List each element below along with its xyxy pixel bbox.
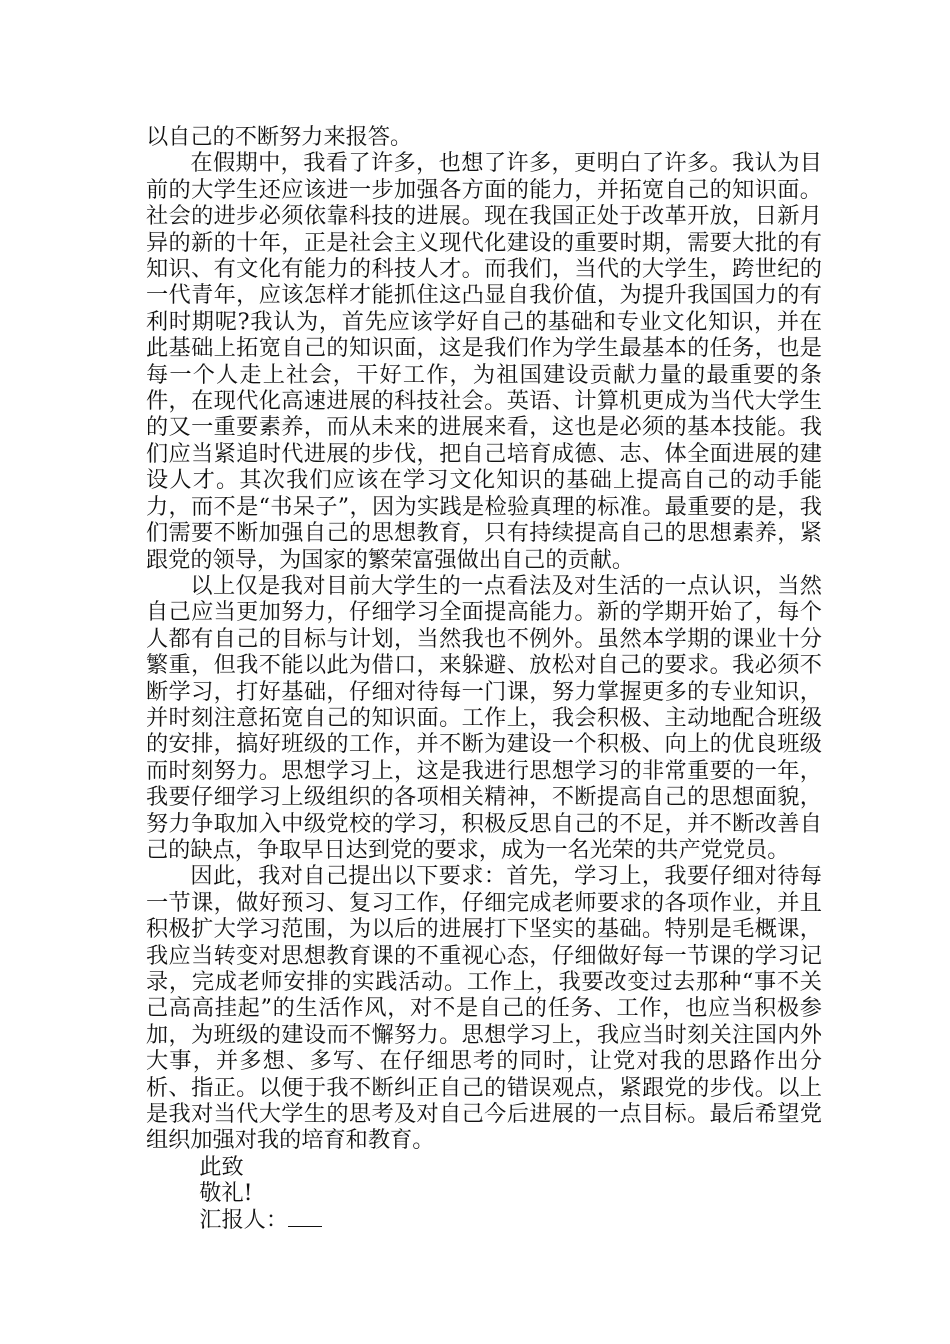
reporter-line <box>146 1207 822 1233</box>
closing-regards: 敬礼! <box>199 1180 253 1207</box>
reporter-label: 汇报人： <box>199 1206 289 1233</box>
paragraph-vacation-reflection: 在假期中，我看了许多，也想了许多，更明白了许多。我认为目前的大学生还应该进一步加强各方面的能力，并拓宽自己的知识面。社会的进步必须依靠科技的进展。现在我国正处于改革开放，日新月异的新的十年，正是社会主义现代化建设的重要时期，需要大批的有知识、有文化有能力的科技人才。而我们，当代的大学生，跨世纪的一代青年，应该怎样才能抓住这凸显自我价值，为提升我国国力的有利时期呢?我认为，首先应该学好自己的基础和专业文化知识，并在此基础上拓宽自己的知识面，这是我们作为学生最基本的任务，也是每一个人走上社会，干好工作，为祖国建设贡献力量的最重要的条件，在现代化高速进展的科技社会。英语、计算机更成为当代大学生的又一重要素养，而从未来的进展来看，这也是必须的基本技能。我们应当紧追时代进展的步伐，把自己培育成德、志、体全面进展的建设人才。其次我们应该在学习文化知识的基础上提高自己的动手能力，而不是“书呆子”，因为实践是检验真理的标准。最重要的是，我们需要不断加强自己的思想教育，只有持续提高自己的思想素养，紧跟党的领导，为国家的繁荣富强做出自己的贡献。 <box>146 150 822 573</box>
paragraph-continuation: 以自己的不断努力来报答。 <box>146 124 413 150</box>
paragraph-requirements: 因此，我对自己提出以下要求：首先，学习上，我要仔细对待每一节课，做好预习、复习工作，仔细完成老师要求的各项作业，并且积极扩大学习范围，为以后的进展打下坚实的基础。特别是毛概课，我应当转变对思想教育课的不重视心态，仔细做好每一节课的学习记录，完成老师安排的实践活动。工作上，我要改变过去那种“事不关己高高挂起”的生活作风，对不是自己的任务、工作，也应当积极参加，为班级的建设而不懈努力。思想学习上，我应当时刻关注国内外大事，并多想、多写、在仔细思考的同时，让党对我的思路作出分析、指正。以便于我不断纠正自己的错误观点，紧跟党的步伐。以上是我对当代大学生的思考及对自己今后进展的一点目标。最后希望党组织加强对我的培育和教育。 <box>146 863 822 1154</box>
reporter-name-blank <box>288 1208 322 1227</box>
paragraph-semester-plan: 以上仅是我对目前大学生的一点看法及对生活的一点认识，当然自己应当更加努力，仔细学习全面提高能力。新的学期开始了，每个人都有自己的目标与计划，当然我也不例外。虽然本学期的课业十分繁重，但我不能以此为借口，来躲避、放松对自己的要求。我必须不断学习，打好基础，仔细对待每一门课，努力掌握更多的专业知识，并时刻注意拓宽自己的知识面。工作上，我会积极、主动地配合班级的安排，搞好班级的工作，并不断为建设一个积极、向上的优良班级而时刻努力。思想学习上，这是我进行思想学习的非常重要的一年，我要仔细学习上级组织的各项相关精神，不断提高自己的思想面貌，努力争取加入中级党校的学习，积极反思自己的不足，并不断改善自己的缺点，争取早日达到党的要求，成为一名光荣的共产党党员。 <box>146 572 822 863</box>
document-page <box>146 124 822 1233</box>
closing-salutation: 此致 <box>199 1153 244 1180</box>
